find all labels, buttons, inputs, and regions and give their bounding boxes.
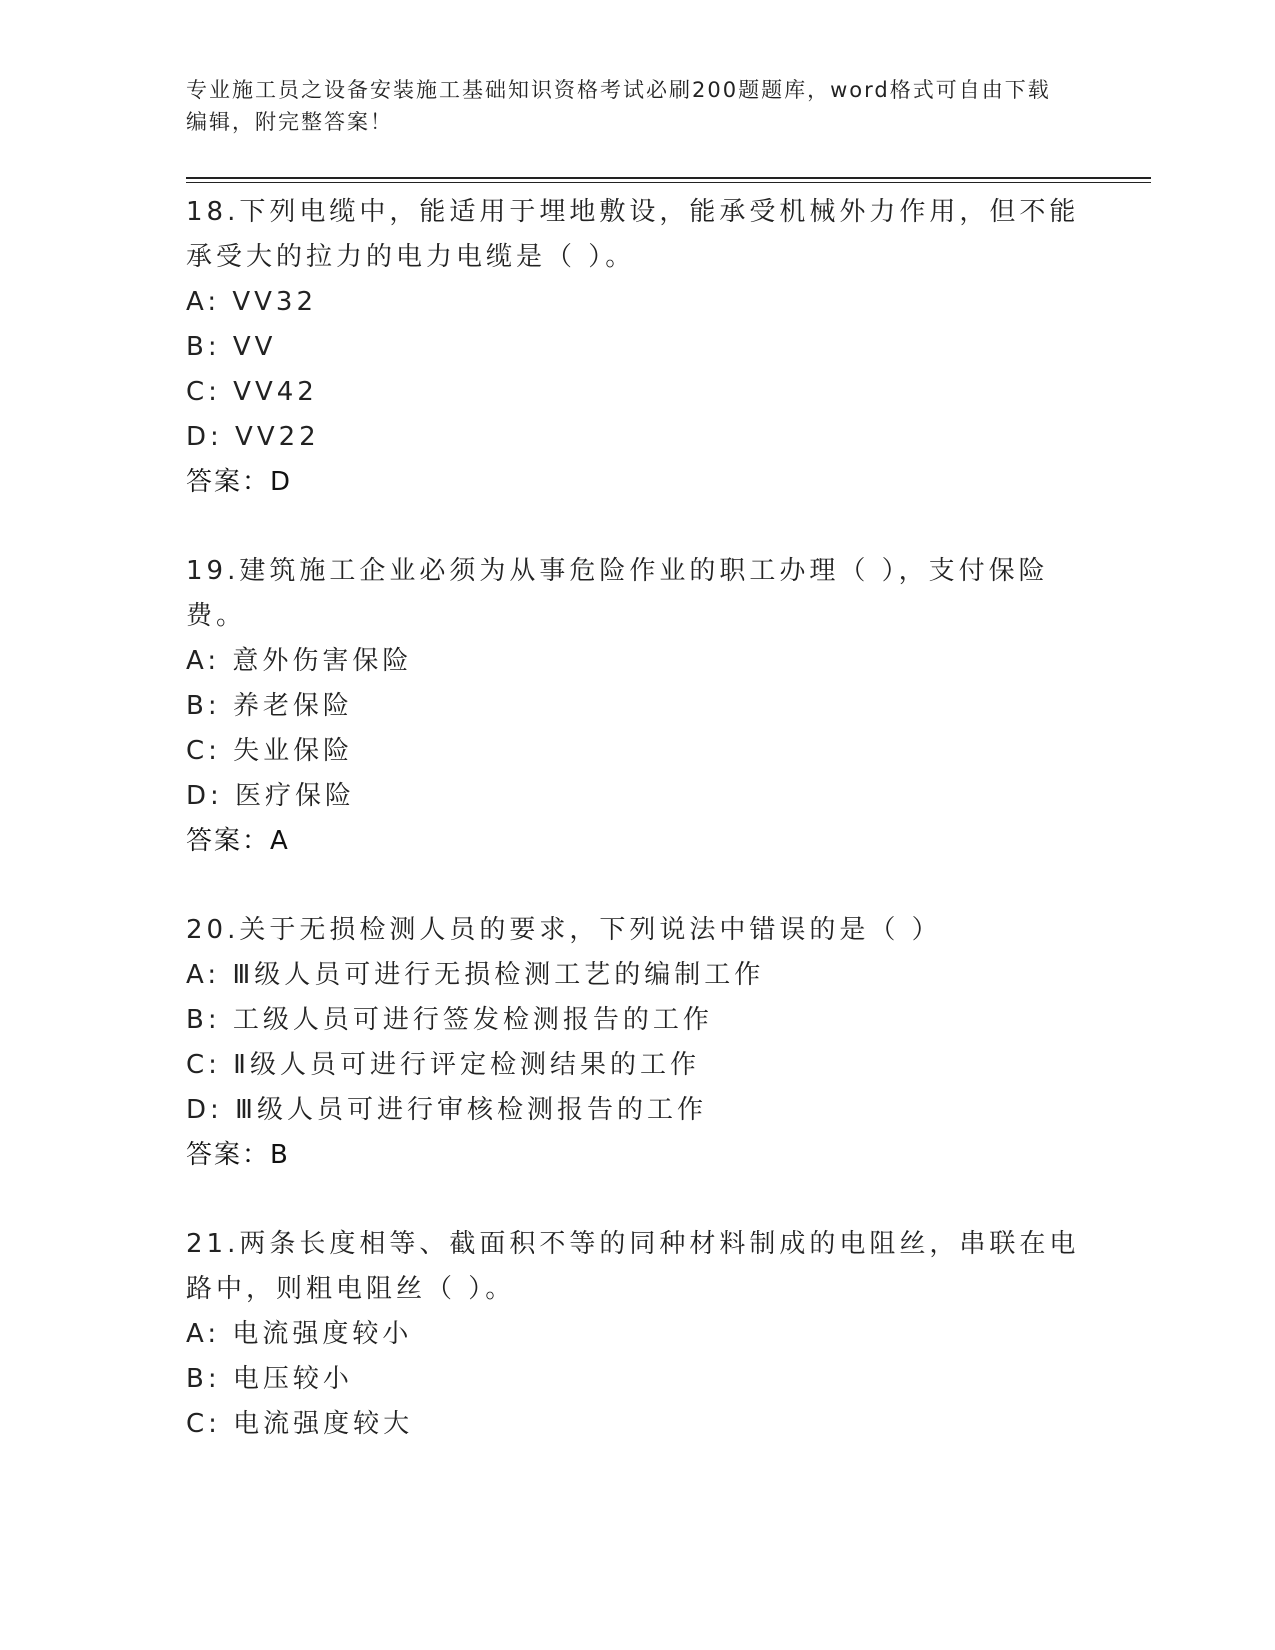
question-stem: 20.关于无损检测人员的要求，下列说法中错误的是（ ） [186, 915, 942, 945]
option-c: C: 失业保险 [186, 736, 354, 766]
answer: 答案：D [186, 467, 293, 497]
option-b: B: 工级人员可进行签发检测报告的工作 [186, 1005, 713, 1035]
header-rule-thin [186, 182, 1151, 183]
spacer [186, 1178, 1086, 1222]
question-stem: 21.两条长度相等、截面积不等的同种材料制成的电阻丝，串联在电路中，则粗电阻丝（ ）。 [186, 1229, 1080, 1304]
document-header: 专业施工员之设备安装施工基础知识资格考试必刷200题题库，word格式可自由下载编辑，附完整答案！ [186, 78, 1051, 134]
option-d: D: Ⅲ级人员可进行审核检测报告的工作 [186, 1095, 707, 1125]
option-c: C: Ⅱ级人员可进行评定检测结果的工作 [186, 1050, 700, 1080]
option-a: A: 意外伤害保险 [186, 646, 413, 676]
option-a: A: 电流强度较小 [186, 1319, 413, 1349]
option-a: A: Ⅲ级人员可进行无损检测工艺的编制工作 [186, 960, 765, 990]
question-stem: 18.下列电缆中，能适用于埋地敷设，能承受机械外力作用，但不能承受大的拉力的电力电缆是（ ）。 [186, 197, 1080, 272]
spacer [186, 864, 1086, 908]
question-stem: 19.建筑施工企业必须为从事危险作业的职工办理（ ），支付保险费。 [186, 556, 1049, 631]
answer: 答案：A [186, 826, 290, 856]
option-c: C: 电流强度较大 [186, 1409, 414, 1439]
option-b: B: 电压较小 [186, 1364, 353, 1394]
option-b: B: 养老保险 [186, 691, 353, 721]
option-b: B: VV [186, 332, 277, 362]
question-list [186, 190, 1086, 1447]
header-rule-thick [186, 177, 1151, 179]
option-d: D: VV22 [186, 422, 320, 452]
option-a: A: VV32 [186, 287, 318, 317]
option-c: C: VV42 [186, 377, 318, 407]
option-d: D: 医疗保险 [186, 781, 356, 811]
question-18 [186, 190, 1086, 505]
question-19 [186, 549, 1086, 864]
answer: 答案：B [186, 1140, 290, 1170]
question-20 [186, 908, 1086, 1178]
question-21 [186, 1222, 1086, 1447]
spacer [186, 505, 1086, 549]
